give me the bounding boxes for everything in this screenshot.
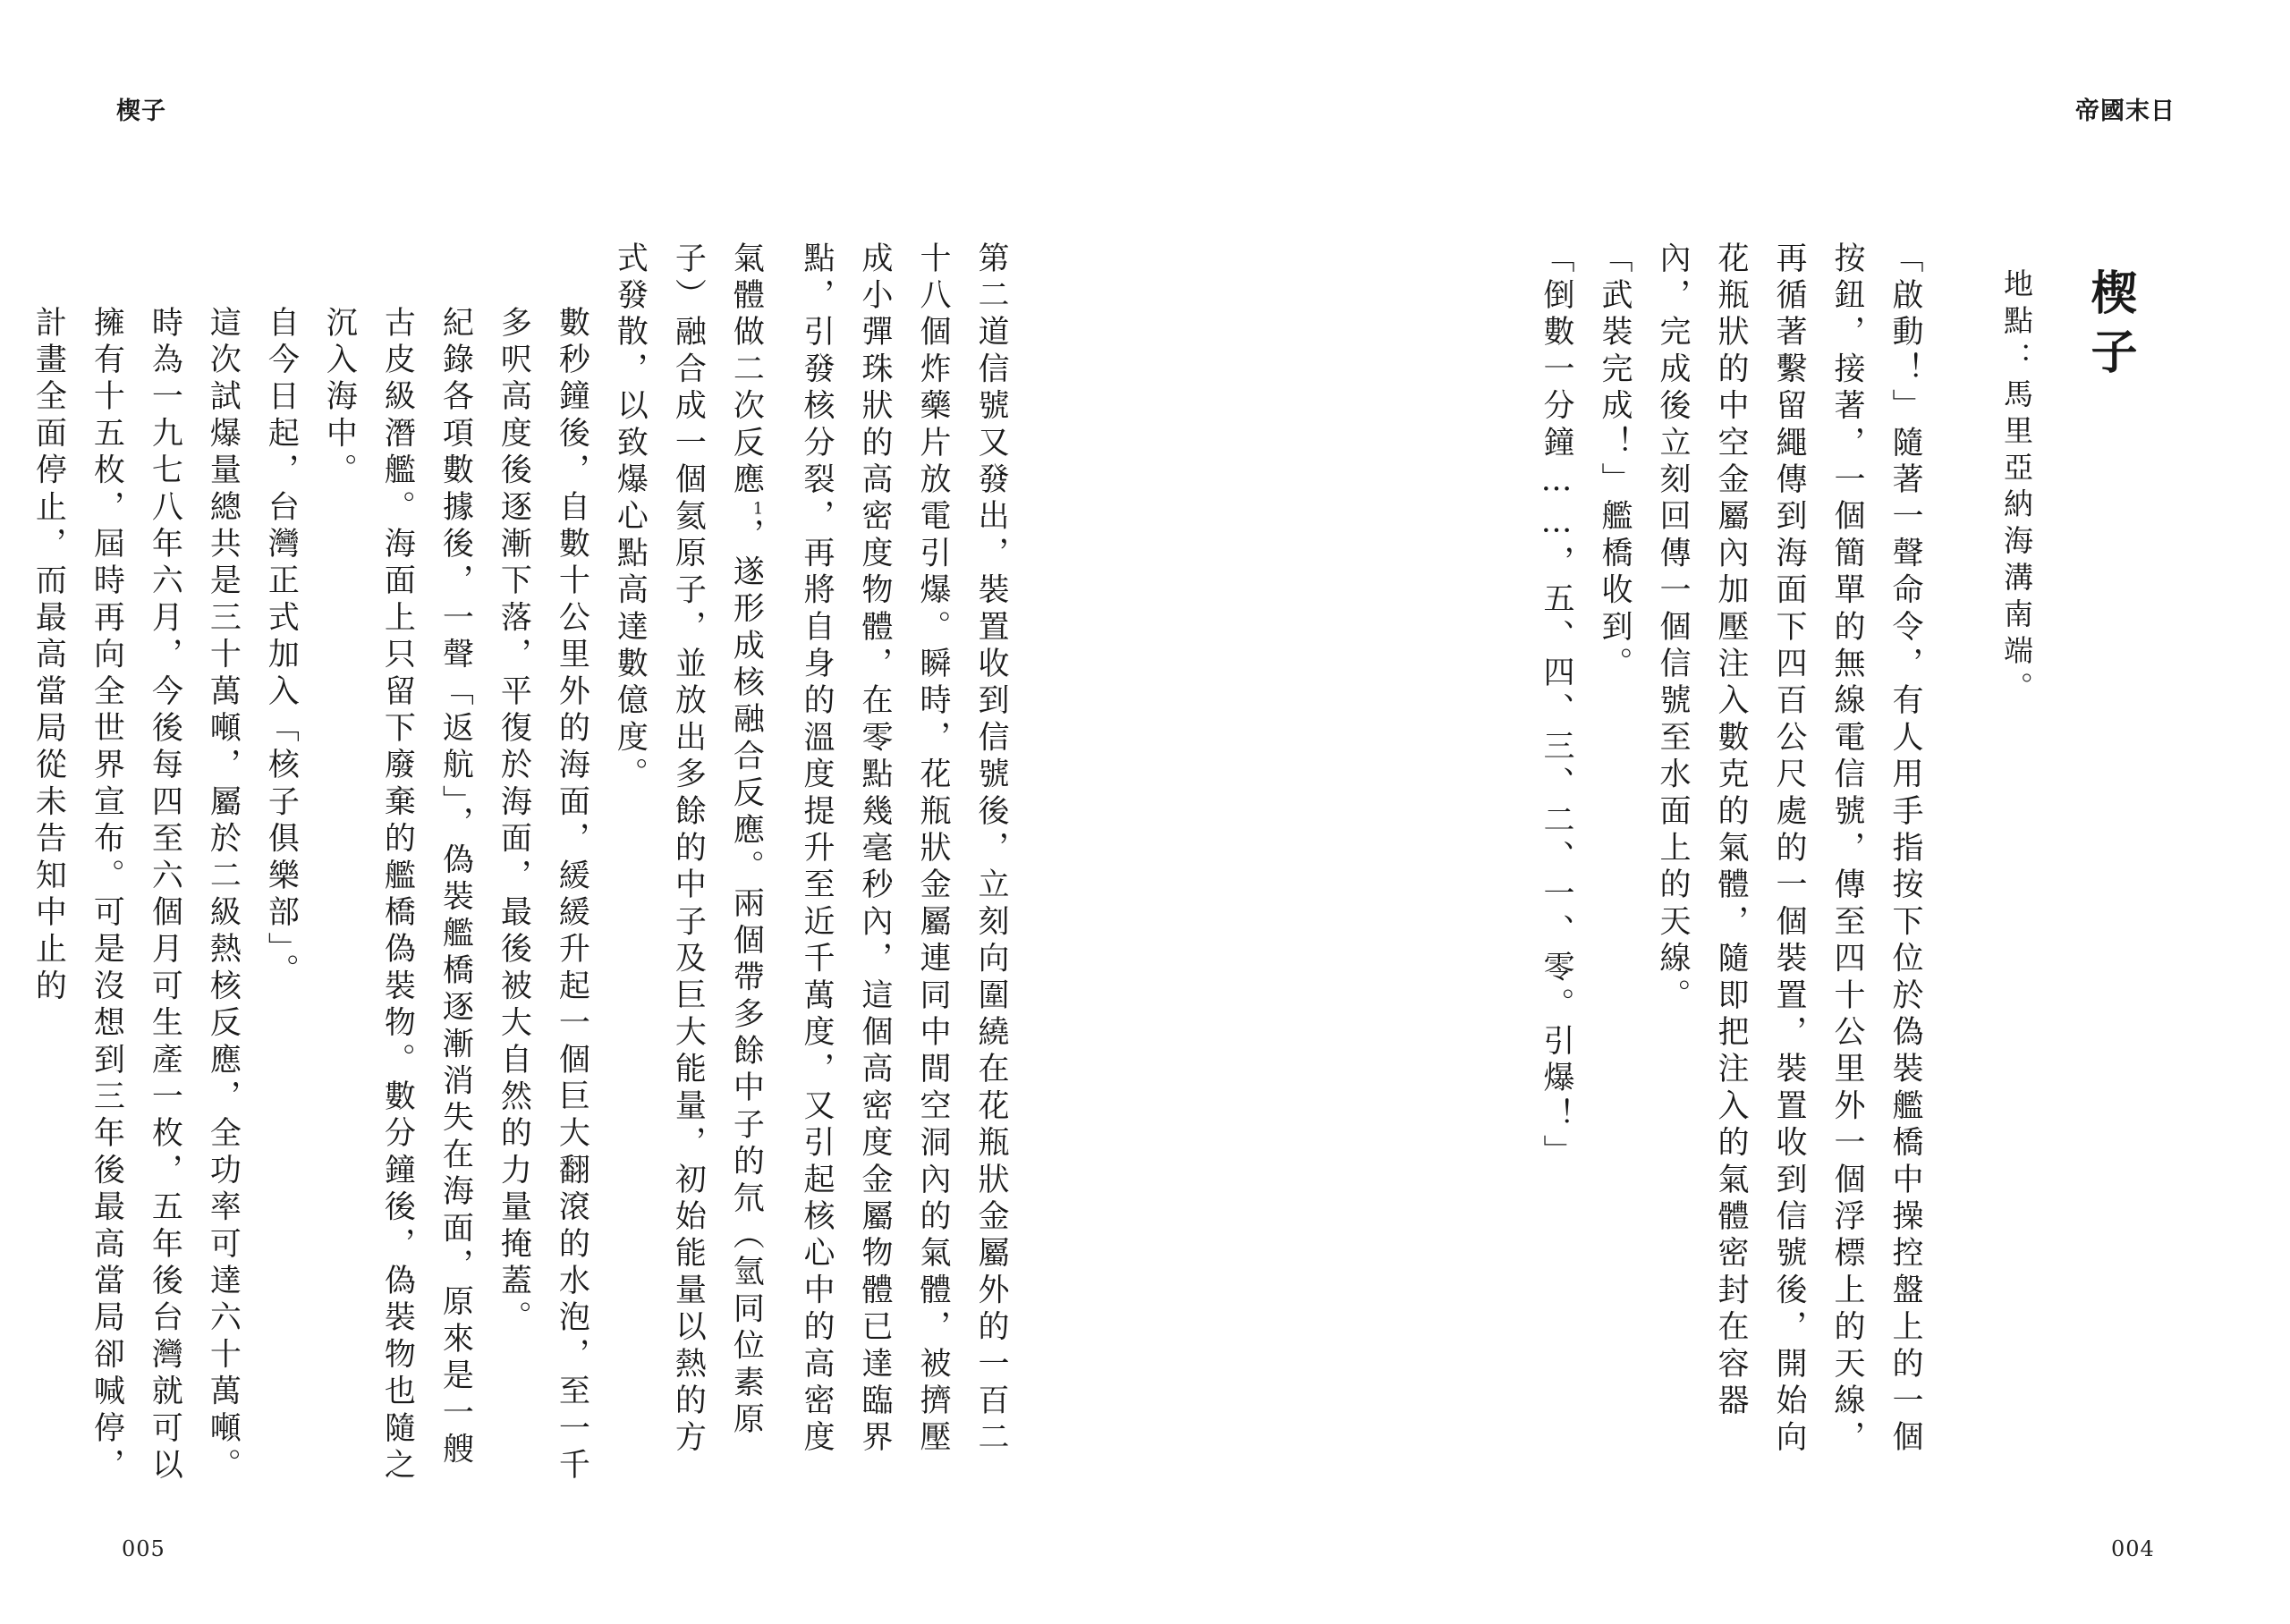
right-page bbox=[1257, 241, 2138, 1493]
paragraph: 數秒鐘後，自數十公里外的海面，緩緩升起一個巨大翻滾的水泡，至一千多呎高度後逐漸下落，平復於海面，最後被大自然的力量掩蓋。 bbox=[496, 306, 590, 1485]
right-page-text bbox=[1257, 241, 2138, 1493]
paragraph-text: ，遂形成核融合反應。兩個帶多餘中子的氘（氫同位素原子）融合成一個氦原子，並放出多餘的中子及巨大能量，初始能量以熱的方式發散，以致爆心點高達數億度。 bbox=[612, 241, 765, 1458]
paragraph-text: 第二道信號又發出，裝置收到信號後，立刻向圍繞在花瓶狀金屬外的一百二十八個炸藥片放電引爆。瞬時，花瓶狀金屬連同中間空洞內的氣體，被擠壓成小彈珠狀的高密度物體，在零點幾毫秒內，這個高密度金屬物體已達臨界點，引發核分裂，再將自身的溫度提升至近千萬度，又引起核心中的高密度氣體做二次反應 bbox=[728, 241, 1009, 1458]
paragraph: 紀錄各項數據後，一聲「返航」，偽裝艦橋逐漸消失在海面，原來是一艘古皮級潛艦。海面上只留下廢棄的艦橋偽裝物。數分鐘後，偽裝物也隨之沉入海中。 bbox=[321, 306, 474, 1485]
location-line: 地點：馬里亞納海溝南端。 bbox=[1999, 268, 2034, 708]
chapter-title: 楔子 bbox=[2082, 268, 2136, 386]
paragraph: 這次試爆量總共是三十萬噸，屬於二級熱核反應，全功率可達六十萬噸。時為一九七八年六月，今後每四至六個月可生產一枚，五年後台灣就可以擁有十五枚，屆時再向全世界宣布。可是沒想到三年後最高當局卻喊停，計畫全面停止，而最高當局從未告知中止的 bbox=[30, 306, 242, 1485]
page-number-left: 005 bbox=[122, 1536, 165, 1561]
paragraph bbox=[600, 241, 1020, 1493]
left-page-text bbox=[30, 241, 1020, 1493]
paragraph: 自今日起，台灣正式加入「核子俱樂部」。 bbox=[263, 306, 300, 991]
footnote-marker[interactable]: 1 bbox=[749, 499, 768, 519]
paragraph: 「倒數一分鐘……，五、四、三、二、一、零。引爆！」 bbox=[1539, 241, 1574, 1171]
page-number-right: 004 bbox=[2111, 1536, 2155, 1561]
running-head-left: 楔子 bbox=[116, 97, 166, 125]
left-page bbox=[30, 241, 1020, 1493]
paragraph: 「啟動！」隨著一聲命令，有人用手指按下位於偽裝艦橋中操控盤上的一個按鈕，接著，一個簡單的無線電信號，傳至四十公里外一個浮標上的天線，再循著繫留繩傳到海面下四百公尺處的一個裝置，裝置收到信號後，開始向花瓶狀的中空金屬內加壓注入數克的氣體，隨即把注入的氣體密封在容器內，完成後立刻回傳一個信號至水面上的天線。 bbox=[1655, 241, 1923, 1458]
paragraph: 「武裝完成！」艦橋收到。 bbox=[1597, 241, 1633, 684]
running-head-right: 帝國末日 bbox=[2075, 97, 2176, 125]
